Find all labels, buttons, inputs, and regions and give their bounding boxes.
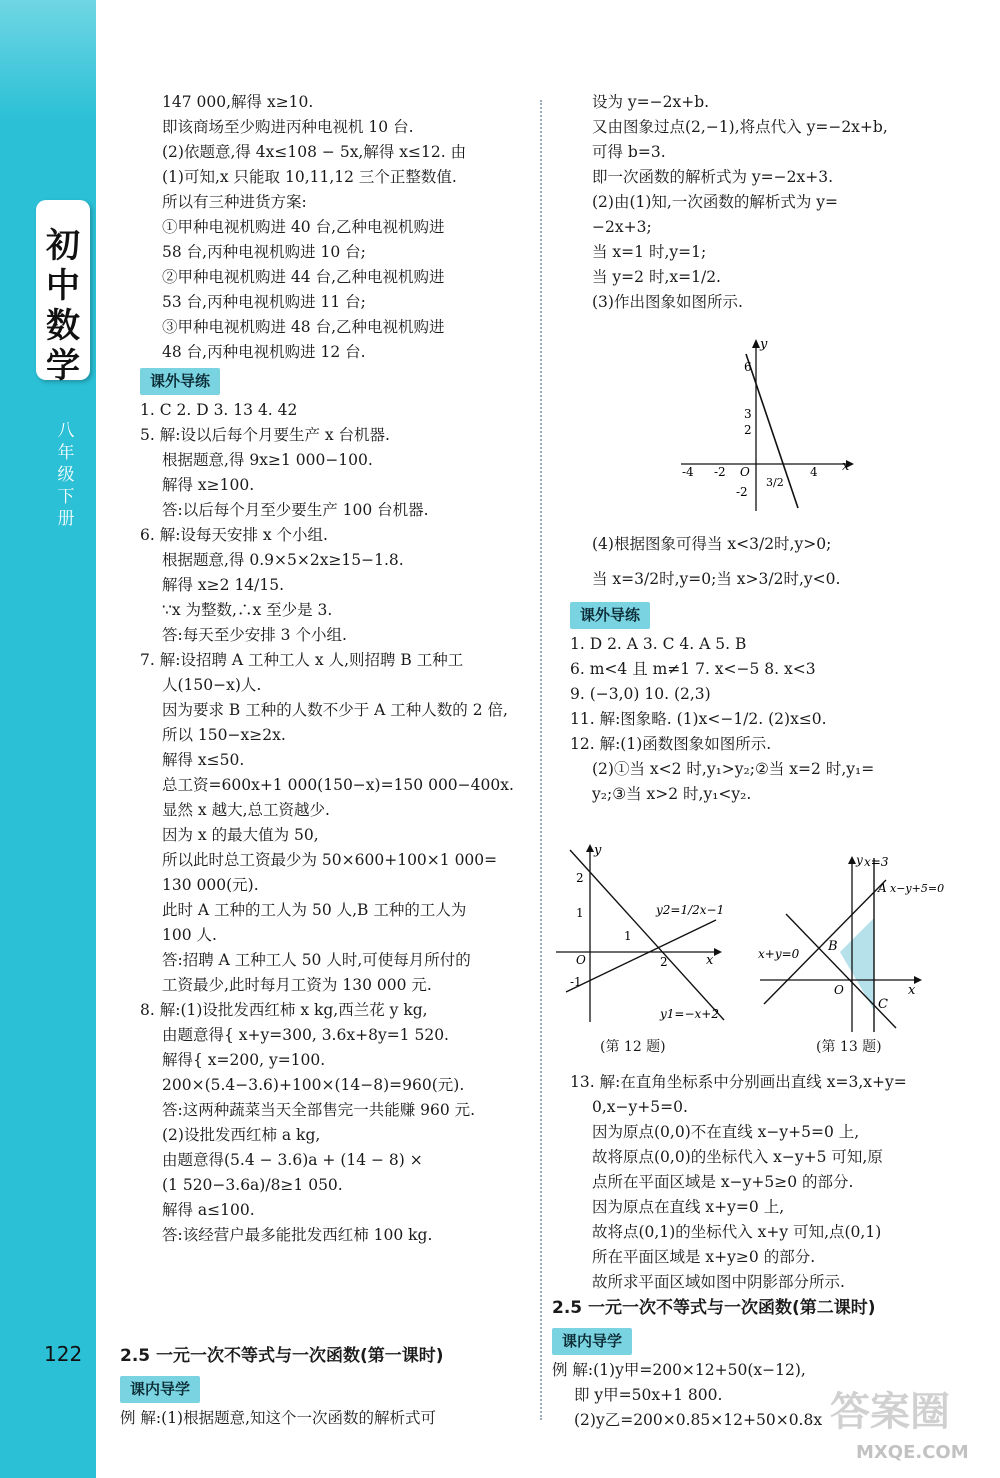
section-title-left: 2.5 一元一次不等式与一次函数(第一课时) [120, 1346, 444, 1366]
figure-linear-graph [676, 336, 856, 516]
text-line: 故将点(0,1)的坐标代入 x+y 可知,点(0,1) [592, 1223, 882, 1241]
x-tick: -2 [714, 465, 726, 479]
line-y1 [570, 850, 724, 1020]
text-line: 因为要求 B 工种的人数不少于 A 工种人数的 2 倍, [162, 701, 508, 719]
caption-13 [816, 1034, 882, 1060]
figure-caption: (第 12 题) [600, 1039, 666, 1055]
y-tick: -2 [736, 485, 748, 499]
y-tick: -1 [570, 975, 582, 989]
y-axis-arrow [848, 856, 856, 864]
watermark-url: MXQE.COM [856, 1442, 969, 1463]
x-tick: 1 [624, 929, 632, 943]
text-line: 6. m<4 且 m≠1 7. x<−5 8. x<3 [570, 660, 816, 678]
text-line: 100 人. [162, 926, 217, 944]
point-c: C [878, 997, 888, 1012]
text-line: 答:每天至少安排 3 个小组. [162, 626, 347, 644]
text-line: 11. 解:图象略. (1)x<−1/2. (2)x≤0. [570, 710, 827, 728]
text-line: 53 台,丙种电视机购进 11 台; [162, 293, 366, 311]
y-axis-arrow [752, 339, 760, 348]
text-line: 此时 A 工种的工人为 50 人,B 工种的工人为 [162, 901, 467, 919]
y-tick: 3 [744, 407, 752, 421]
text-line: 解得{ x=200, y=100. [162, 1051, 326, 1069]
caption-12 [600, 1034, 666, 1060]
line-y2 [566, 920, 716, 992]
text-line: 当 y=2 时,x=1/2. [592, 268, 721, 286]
text-line: 所在平面区域是 x+y≥0 的部分. [592, 1248, 816, 1266]
text-line: 1. D 2. A 3. C 4. A 5. B [570, 635, 747, 653]
figure-12 [556, 842, 736, 1032]
text-line: 即该商场至少购进丙种电视机 10 台. [162, 118, 414, 136]
text-line: 设为 y=−2x+b. [592, 93, 710, 111]
grade-label: 八年级下册 [57, 421, 75, 529]
y-axis-arrow [586, 844, 594, 852]
text-line: 58 台,丙种电视机购进 10 台; [162, 243, 366, 261]
text-line: 故所求平面区域如图中阴影部分所示. [592, 1273, 845, 1291]
y-label: y [594, 843, 602, 858]
text-line: (1)可知,x 只能取 10,11,12 三个正整数值. [162, 168, 457, 186]
x-tick: 3/2 [766, 476, 784, 489]
text-line: ③甲种电视机购进 48 台,乙种电视机购进 [162, 318, 445, 336]
figure-caption: (第 13 题) [816, 1039, 882, 1055]
text-line: ∵x 为整数,∴x 至少是 3. [162, 601, 333, 619]
text-line: 答:这两种蔬菜当天全部售完一共能赚 960 元. [162, 1101, 476, 1119]
text-line: 答:招聘 A 工种工人 50 人时,可使每月所付的 [162, 951, 471, 969]
text-line: (4)根据图象可得当 x<3/2时,y>0; [592, 535, 832, 553]
text-line: 例 解:(1)根据题意,知这个一次函数的解析式可 [120, 1409, 437, 1427]
text-line: 6. 解:设每天安排 x 个小组. [140, 526, 328, 544]
subject-title: 初中数学 [46, 226, 80, 386]
line-a-label: x−y+5=0 [890, 882, 945, 895]
text-line: 48 台,丙种电视机购进 12 台. [162, 343, 366, 361]
y2-label: y2=1/2x−1 [656, 903, 725, 917]
left-block-b [140, 398, 530, 1248]
text-line: 即 y甲=50x+1 800. [574, 1386, 723, 1404]
origin-label: O [576, 953, 586, 967]
section-badge-inclass-right: 课内导学 [552, 1328, 632, 1355]
x-label: x [842, 459, 850, 474]
text-line: 当 x=1 时,y=1; [592, 243, 707, 261]
text-line: 由题意得{ x+y=300, 3.6x+8y=1 520. [162, 1026, 449, 1044]
text-line: (2)设批发西红柿 a kg, [162, 1126, 321, 1144]
text-line: y₂;③当 x>2 时,y₁<y₂. [592, 785, 752, 803]
text-line: 故将原点(0,0)的坐标代入 x−y+5 可知,原 [592, 1148, 883, 1166]
text-line: 总工资=600x+1 000(150−x)=150 000−400x. [162, 776, 514, 794]
text-line: 所以有三种进货方案: [162, 193, 307, 211]
text-line: 0,x−y+5=0. [592, 1098, 688, 1116]
text-line: 答:以后每个月至少要生产 100 台机器. [162, 501, 429, 519]
text-line: ②甲种电视机购进 44 台,乙种电视机购进 [162, 268, 445, 286]
text-line: (3)作出图象如图所示. [592, 293, 743, 311]
y-tick: 2 [576, 871, 584, 885]
text-line: (1 520−3.6a)/8≥1 050. [162, 1176, 343, 1194]
text-line: 解得 x≥2 14/15. [162, 576, 285, 594]
text-line: (2)y乙=200×0.85×12+50×0.8x [574, 1411, 823, 1429]
text-line: 解得 a≤100. [162, 1201, 255, 1219]
text-line: 可得 b=3. [592, 143, 666, 161]
text-line: 8. 解:(1)设批发西红柿 x kg,西兰花 y kg, [140, 1001, 428, 1019]
text-line: 200×(5.4−3.6)+100×(14−8)=960(元). [162, 1076, 465, 1094]
left-column [140, 90, 530, 1248]
sidebar-shade [0, 0, 96, 120]
x-tick: -4 [682, 465, 694, 479]
line-b-label: x+y=0 [758, 947, 800, 961]
text-line: 人(150−x)人. [162, 676, 262, 694]
text-line: 又由图象过点(2,−1),将点代入 y=−2x+b, [592, 118, 888, 136]
text-line: 解得 x≥100. [162, 476, 255, 494]
text-line: 根据题意,得 9x≥1 000−100. [162, 451, 373, 469]
point-b: B [828, 939, 838, 954]
text-line: (2)①当 x<2 时,y₁>y₂;②当 x=2 时,y₁= [592, 760, 875, 778]
origin-label: O [834, 983, 844, 997]
y-tick: 2 [744, 423, 752, 437]
text-line: 显然 x 越大,总工资越少. [162, 801, 330, 819]
text-line: 12. 解:(1)函数图象如图所示. [570, 735, 772, 753]
text-line: 5. 解:设以后每个月要生产 x 台机器. [140, 426, 390, 444]
text-line: 所以 150−x≥2x. [162, 726, 286, 744]
x-tick: 2 [660, 955, 668, 969]
text-line: 因为原点(0,0)不在直线 x−y+5=0 上, [592, 1123, 860, 1141]
text-line: 即一次函数的解析式为 y=−2x+3. [592, 168, 834, 186]
section-badge-outside: 课外导练 [140, 368, 220, 395]
text-line: 工资最少,此时每月工资为 130 000 元. [162, 976, 432, 994]
text-line: 13. 解:在直角坐标系中分别画出直线 x=3,x+y= [570, 1073, 907, 1091]
page-number: 122 [44, 1342, 83, 1366]
column-divider [540, 100, 542, 1420]
section-badge-inclass: 课内导学 [120, 1376, 200, 1403]
text-line: 所以此时总工资最少为 50×600+100×1 000= [162, 851, 498, 869]
x-axis-arrow [714, 948, 722, 956]
text-line: 由题意得(5.4 − 3.6)a + (14 − 8) × [162, 1151, 423, 1169]
right-column-top [570, 90, 980, 315]
y1-label: y1=−x+2 [660, 1007, 719, 1021]
text-line: 答:该经营户最多能批发西红柿 100 kg. [162, 1226, 433, 1244]
text-line: 7. 解:设招聘 A 工种工人 x 人,则招聘 B 工种工 [140, 651, 464, 669]
text-line: 130 000(元). [162, 876, 259, 894]
x-label: x [706, 953, 714, 968]
y-label: y [760, 337, 768, 352]
text-line: 9. (−3,0) 10. (2,3) [570, 685, 711, 703]
x3-label: x=3 [864, 855, 889, 869]
right-column-bottom [570, 1070, 980, 1295]
y-tick: 1 [576, 906, 584, 920]
text-line: 例 解:(1)y甲=200×12+50(x−12), [552, 1361, 806, 1379]
text-line: 当 x=3/2时,y=0;当 x>3/2时,y<0. [592, 570, 841, 588]
text-line: 1. C 2. D 3. 13 4. 42 [140, 401, 298, 419]
origin-label: O [740, 465, 750, 479]
point-a: A [878, 881, 887, 895]
watermark-logo: 答案圈 [830, 1389, 950, 1435]
text-line: 因为原点在直线 x+y=0 上, [592, 1198, 785, 1216]
text-line: ①甲种电视机购进 40 台,乙种电视机购进 [162, 218, 445, 236]
figure-13 [756, 852, 956, 1042]
text-line: 因为 x 的最大值为 50, [162, 826, 319, 844]
section-title-right: 2.5 一元一次不等式与一次函数(第二课时) [552, 1298, 876, 1318]
y-tick: 6 [744, 360, 752, 374]
y-label: y [856, 853, 863, 867]
text-line: 根据题意,得 0.9×5×2x≥15−1.8. [162, 551, 404, 569]
left-footer [120, 1340, 540, 1431]
x-label: x [908, 983, 916, 998]
text-line: (2)依题意,得 4x≤108 − 5x,解得 x≤12. 由 [162, 143, 467, 161]
text-line: (2)由(1)知,一次函数的解析式为 y= [592, 193, 839, 211]
x-tick: 4 [810, 465, 818, 479]
text-line: 点所在平面区域是 x−y+5≥0 的部分. [592, 1173, 854, 1191]
left-block-a [140, 90, 530, 365]
right-column-mid [570, 532, 980, 807]
text-line: 解得 x≤50. [162, 751, 245, 769]
text-line: −2x+3; [592, 218, 652, 236]
text-line: 147 000,解得 x≥10. [162, 93, 314, 111]
section-badge-outside-right: 课外导练 [570, 602, 650, 629]
